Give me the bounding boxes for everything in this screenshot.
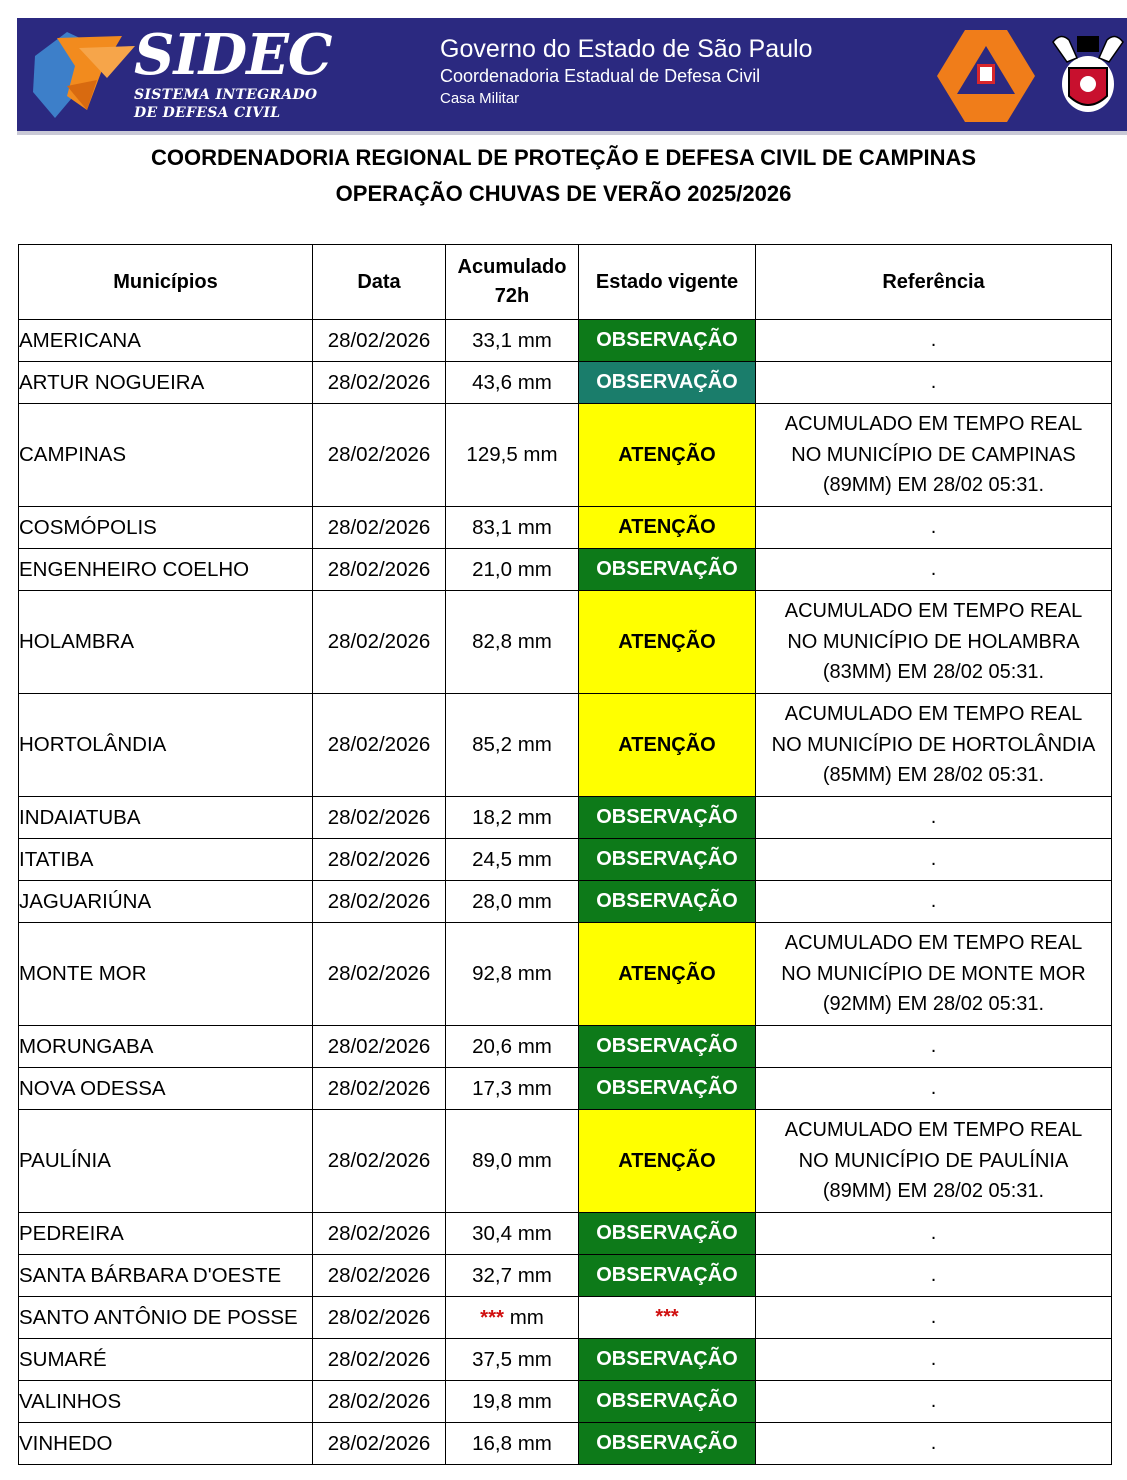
cell-municipio: MORUNGABA — [19, 1026, 313, 1068]
table-row — [19, 1297, 1112, 1339]
civil-defense-emblem-icon — [935, 28, 1037, 124]
cell-municipio: MONTE MOR — [19, 923, 313, 1026]
cell-municipio: ENGENHEIRO COELHO — [19, 549, 313, 591]
referencia-line: ACUMULADO EM TEMPO REAL — [784, 413, 1083, 436]
table-row — [19, 1026, 1112, 1068]
referencia-line: (89MM) EM 28/02 05:31. — [822, 1180, 1045, 1203]
cell-referencia — [756, 320, 1112, 362]
cell-municipio: VALINHOS — [19, 1381, 313, 1423]
cell-referencia — [756, 694, 1112, 797]
cell-acumulado: 33,1 mm — [446, 320, 579, 362]
cell-estado-vigente: ATENÇÃO — [579, 694, 756, 797]
table-row — [19, 1213, 1112, 1255]
cell-referencia — [756, 362, 1112, 404]
cell-municipio: INDAIATUBA — [19, 797, 313, 839]
cell-referencia — [756, 923, 1112, 1026]
referencia-line: . — [930, 516, 937, 539]
cell-municipio: HORTOLÂNDIA — [19, 694, 313, 797]
referencia-line: . — [930, 890, 937, 913]
cell-data: 28/02/2026 — [313, 881, 446, 923]
cell-estado-vigente: OBSERVAÇÃO — [579, 1255, 756, 1297]
cell-estado-vigente: OBSERVAÇÃO — [579, 549, 756, 591]
table-row — [19, 320, 1112, 362]
referencia-line: . — [930, 848, 937, 871]
brand-title: SIDEC — [134, 22, 332, 88]
cell-municipio: ARTUR NOGUEIRA — [19, 362, 313, 404]
referencia-line: . — [930, 1390, 937, 1413]
cell-referencia — [756, 839, 1112, 881]
cell-acumulado: 20,6 mm — [446, 1026, 579, 1068]
cell-acumulado: 16,8 mm — [446, 1423, 579, 1465]
referencia-line: ACUMULADO EM TEMPO REAL — [784, 703, 1083, 726]
referencia-line: (83MM) EM 28/02 05:31. — [822, 661, 1045, 684]
cell-acumulado — [446, 1297, 579, 1339]
cell-municipio: PEDREIRA — [19, 1213, 313, 1255]
cell-data: 28/02/2026 — [313, 1110, 446, 1213]
table-row — [19, 549, 1112, 591]
referencia-line: NO MUNICÍPIO DE PAULÍNIA — [798, 1149, 1069, 1172]
referencia-line: . — [930, 329, 937, 352]
government-subtitle: Coordenadoria Estadual de Defesa Civil — [440, 66, 761, 86]
cell-estado-vigente: OBSERVAÇÃO — [579, 1339, 756, 1381]
cell-municipio: HOLAMBRA — [19, 591, 313, 694]
referencia-line: NO MUNICÍPIO DE HOLAMBRA — [787, 630, 1080, 653]
cell-estado-vigente: OBSERVAÇÃO — [579, 1381, 756, 1423]
cell-referencia — [756, 1026, 1112, 1068]
cell-referencia — [756, 797, 1112, 839]
cell-data: 28/02/2026 — [313, 404, 446, 507]
table-row — [19, 591, 1112, 694]
cell-estado-vigente: ATENÇÃO — [579, 404, 756, 507]
column-header-data: Data — [313, 245, 446, 320]
cell-estado-vigente: OBSERVAÇÃO — [579, 1423, 756, 1465]
referencia-line: (85MM) EM 28/02 05:31. — [822, 764, 1045, 787]
table-row — [19, 1255, 1112, 1297]
cell-data: 28/02/2026 — [313, 1213, 446, 1255]
cell-acumulado: 82,8 mm — [446, 591, 579, 694]
brand-block — [134, 24, 331, 122]
cell-data: 28/02/2026 — [313, 507, 446, 549]
cell-referencia — [756, 1423, 1112, 1465]
referencia-line: . — [930, 806, 937, 829]
table-row — [19, 839, 1112, 881]
cell-referencia — [756, 591, 1112, 694]
referencia-line: ACUMULADO EM TEMPO REAL — [784, 600, 1083, 623]
table-row — [19, 694, 1112, 797]
cell-data: 28/02/2026 — [313, 362, 446, 404]
cell-referencia — [756, 1297, 1112, 1339]
cell-estado-vigente: OBSERVAÇÃO — [579, 797, 756, 839]
rainfall-table — [18, 244, 1112, 1465]
cell-referencia — [756, 881, 1112, 923]
cell-acumulado: 24,5 mm — [446, 839, 579, 881]
table-row — [19, 362, 1112, 404]
cell-estado-vigente: ATENÇÃO — [579, 591, 756, 694]
cell-acumulado: 18,2 mm — [446, 797, 579, 839]
cell-estado-vigente: OBSERVAÇÃO — [579, 1213, 756, 1255]
cell-municipio: SUMARÉ — [19, 1339, 313, 1381]
military-crest-icon — [1047, 28, 1127, 124]
cell-data: 28/02/2026 — [313, 839, 446, 881]
brand-subtitle-1: SISTEMA INTEGRADO — [134, 87, 318, 103]
cell-referencia — [756, 1381, 1112, 1423]
unit-label: mm — [504, 1305, 544, 1329]
cell-estado-vigente: *** — [579, 1297, 756, 1339]
referencia-line: . — [930, 1432, 937, 1455]
column-header-acumulado-line-2: 72h — [494, 285, 530, 307]
cell-municipio: NOVA ODESSA — [19, 1068, 313, 1110]
cell-data: 28/02/2026 — [313, 320, 446, 362]
table-header-row — [19, 245, 1112, 320]
cell-referencia — [756, 1255, 1112, 1297]
referencia-line: NO MUNICÍPIO DE CAMPINAS — [791, 443, 1076, 466]
cell-estado-vigente: OBSERVAÇÃO — [579, 320, 756, 362]
table-row — [19, 1381, 1112, 1423]
table-row — [19, 1423, 1112, 1465]
referencia-line: ACUMULADO EM TEMPO REAL — [784, 1119, 1083, 1142]
referencia-line: . — [930, 558, 937, 581]
referencia-line: (92MM) EM 28/02 05:31. — [822, 993, 1045, 1016]
cell-referencia — [756, 1068, 1112, 1110]
table-row — [19, 1068, 1112, 1110]
cell-municipio: JAGUARIÚNA — [19, 881, 313, 923]
cell-data: 28/02/2026 — [313, 1068, 446, 1110]
cell-acumulado: 17,3 mm — [446, 1068, 579, 1110]
cell-acumulado: 37,5 mm — [446, 1339, 579, 1381]
cell-data: 28/02/2026 — [313, 1381, 446, 1423]
referencia-line: . — [930, 1348, 937, 1371]
referencia-line: ACUMULADO EM TEMPO REAL — [784, 932, 1083, 955]
cell-data: 28/02/2026 — [313, 1255, 446, 1297]
table-row — [19, 881, 1112, 923]
cell-data: 28/02/2026 — [313, 797, 446, 839]
cell-referencia — [756, 1110, 1112, 1213]
missing-value-marker: *** — [480, 1305, 505, 1329]
table-row — [19, 797, 1112, 839]
cell-estado-vigente: OBSERVAÇÃO — [579, 362, 756, 404]
referencia-line: . — [930, 1077, 937, 1100]
referencia-line: . — [930, 1306, 937, 1329]
referencia-line: . — [930, 1035, 937, 1058]
cell-acumulado: 83,1 mm — [446, 507, 579, 549]
cell-data: 28/02/2026 — [313, 1297, 446, 1339]
table-row — [19, 1110, 1112, 1213]
cell-municipio: SANTA BÁRBARA D'OESTE — [19, 1255, 313, 1297]
document-heading — [0, 140, 1127, 212]
column-header-estado: Estado vigente — [579, 245, 756, 320]
cell-estado-vigente: ATENÇÃO — [579, 507, 756, 549]
column-header-referencia: Referência — [756, 245, 1112, 320]
cell-acumulado: 30,4 mm — [446, 1213, 579, 1255]
column-header-acumulado-line-1: Acumulado — [457, 256, 567, 278]
referencia-line: . — [930, 1264, 937, 1287]
cell-municipio: PAULÍNIA — [19, 1110, 313, 1213]
brand-subtitle-2: DE DEFESA CIVIL — [134, 105, 281, 121]
cell-municipio: CAMPINAS — [19, 404, 313, 507]
cell-acumulado: 92,8 mm — [446, 923, 579, 1026]
heading-line-1: COORDENADORIA REGIONAL DE PROTEÇÃO E DEFESA CIVIL DE CAMPINAS — [150, 145, 977, 170]
cell-data: 28/02/2026 — [313, 1026, 446, 1068]
header-banner — [17, 18, 1127, 135]
table-row — [19, 404, 1112, 507]
cell-estado-vigente: OBSERVAÇÃO — [579, 1068, 756, 1110]
referencia-line: . — [930, 371, 937, 394]
column-header-municipios: Municípios — [19, 245, 313, 320]
cell-data: 28/02/2026 — [313, 549, 446, 591]
cell-municipio: SANTO ANTÔNIO DE POSSE — [19, 1297, 313, 1339]
cell-acumulado: 129,5 mm — [446, 404, 579, 507]
cell-estado-vigente: OBSERVAÇÃO — [579, 1026, 756, 1068]
table-row — [19, 923, 1112, 1026]
table-row — [19, 1339, 1112, 1381]
column-header-acumulado — [446, 245, 579, 320]
referencia-line: NO MUNICÍPIO DE MONTE MOR — [781, 962, 1086, 985]
cell-estado-vigente: ATENÇÃO — [579, 923, 756, 1026]
cell-municipio: ITATIBA — [19, 839, 313, 881]
government-subtitle-2: Casa Militar — [440, 90, 520, 107]
referencia-line: . — [930, 1222, 937, 1245]
cell-municipio: VINHEDO — [19, 1423, 313, 1465]
cell-acumulado: 85,2 mm — [446, 694, 579, 797]
heading-line-2: OPERAÇÃO CHUVAS DE VERÃO 2025/2026 — [335, 181, 792, 206]
cell-referencia — [756, 404, 1112, 507]
cell-data: 28/02/2026 — [313, 1423, 446, 1465]
referencia-line: NO MUNICÍPIO DE HORTOLÂNDIA — [771, 733, 1096, 756]
cell-referencia — [756, 1339, 1112, 1381]
cell-municipio: COSMÓPOLIS — [19, 507, 313, 549]
cell-acumulado: 21,0 mm — [446, 549, 579, 591]
cell-estado-vigente: OBSERVAÇÃO — [579, 881, 756, 923]
cell-estado-vigente: OBSERVAÇÃO — [579, 839, 756, 881]
cell-acumulado: 32,7 mm — [446, 1255, 579, 1297]
referencia-line: (89MM) EM 28/02 05:31. — [822, 474, 1045, 497]
cell-municipio: AMERICANA — [19, 320, 313, 362]
cell-referencia — [756, 1213, 1112, 1255]
cell-estado-vigente: ATENÇÃO — [579, 1110, 756, 1213]
government-title: Governo do Estado de São Paulo — [440, 35, 813, 63]
cell-acumulado: 19,8 mm — [446, 1381, 579, 1423]
cell-data: 28/02/2026 — [313, 591, 446, 694]
cell-acumulado: 28,0 mm — [446, 881, 579, 923]
cell-referencia — [756, 507, 1112, 549]
cell-acumulado: 43,6 mm — [446, 362, 579, 404]
cell-referencia — [756, 549, 1112, 591]
cell-data: 28/02/2026 — [313, 694, 446, 797]
government-block — [440, 34, 813, 110]
table-row — [19, 507, 1112, 549]
cell-data: 28/02/2026 — [313, 923, 446, 1026]
cell-acumulado: 89,0 mm — [446, 1110, 579, 1213]
cell-data: 28/02/2026 — [313, 1339, 446, 1381]
